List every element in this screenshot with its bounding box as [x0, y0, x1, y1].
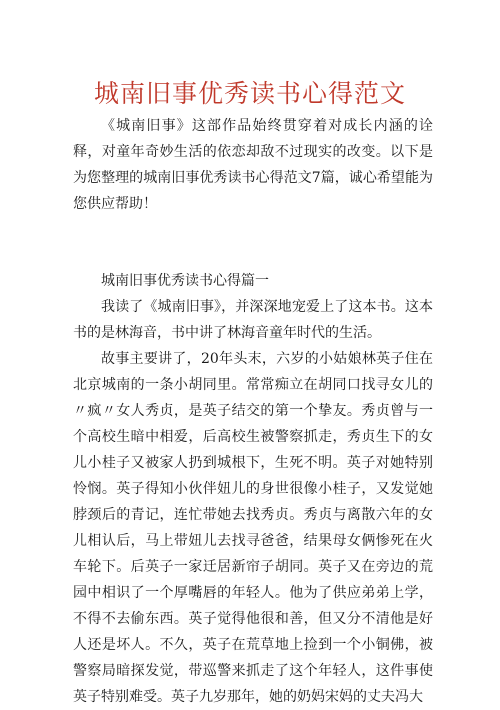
section-heading: 城南旧事优秀读书心得篇一	[101, 273, 269, 289]
document-body	[73, 113, 433, 710]
body-paragraph-1: 我读了《城南旧事》，并深深地宠爱上了这本书。这本书的是林海音，书中讲了林海音童年时代的生活。	[73, 299, 433, 341]
intro-paragraph: 《城南旧事》这部作品始终贯穿着对成长内涵的诠释，对童年奇妙生活的依恋却敌不过现实的改变。以下是为您整理的城南旧事优秀读书心得范文7篇，诚心希望能为您供应帮助！	[73, 118, 433, 212]
body-paragraph-2: 故事主要讲了，20年头末，六岁的小姑娘林英子住在北京城南的一条小胡同里。常常痴立在胡同口找寻女儿的〃疯〃女人秀贞，是英子结交的第一个挚友。秀贞曾与一个高校生暗中相爱，后高校生被警察抓走，秀贞生下的女儿小桂子又被家人扔到城根下，生死不明。英子对她特别怜悯。英子得知小伙伴妞儿的身世很像小桂子，又发觉她脖颈后的青记，连忙带她去找秀贞。秀贞与离散六年的女儿相认后，马上带妞儿去找寻爸爸，结果母女俩惨死在火车轮下。后英子一家迁居新帘子胡同。英子又在旁边的荒园中相识了一个厚嘴唇的年轻人。他为了供应弟弟上学，不得不去偷东西。英子觉得他很和善，但又分不清他是好人还是坏人。不久，英子在荒草地上捡到一个小铜佛，被警察局暗探发觉，带巡警来抓走了这个年轻人，这件事使英子特别难受。英子九岁那年，她的奶妈宋妈的丈夫冯大	[73, 351, 433, 705]
document-title: 城南旧事优秀读书心得范文	[93, 79, 406, 108]
